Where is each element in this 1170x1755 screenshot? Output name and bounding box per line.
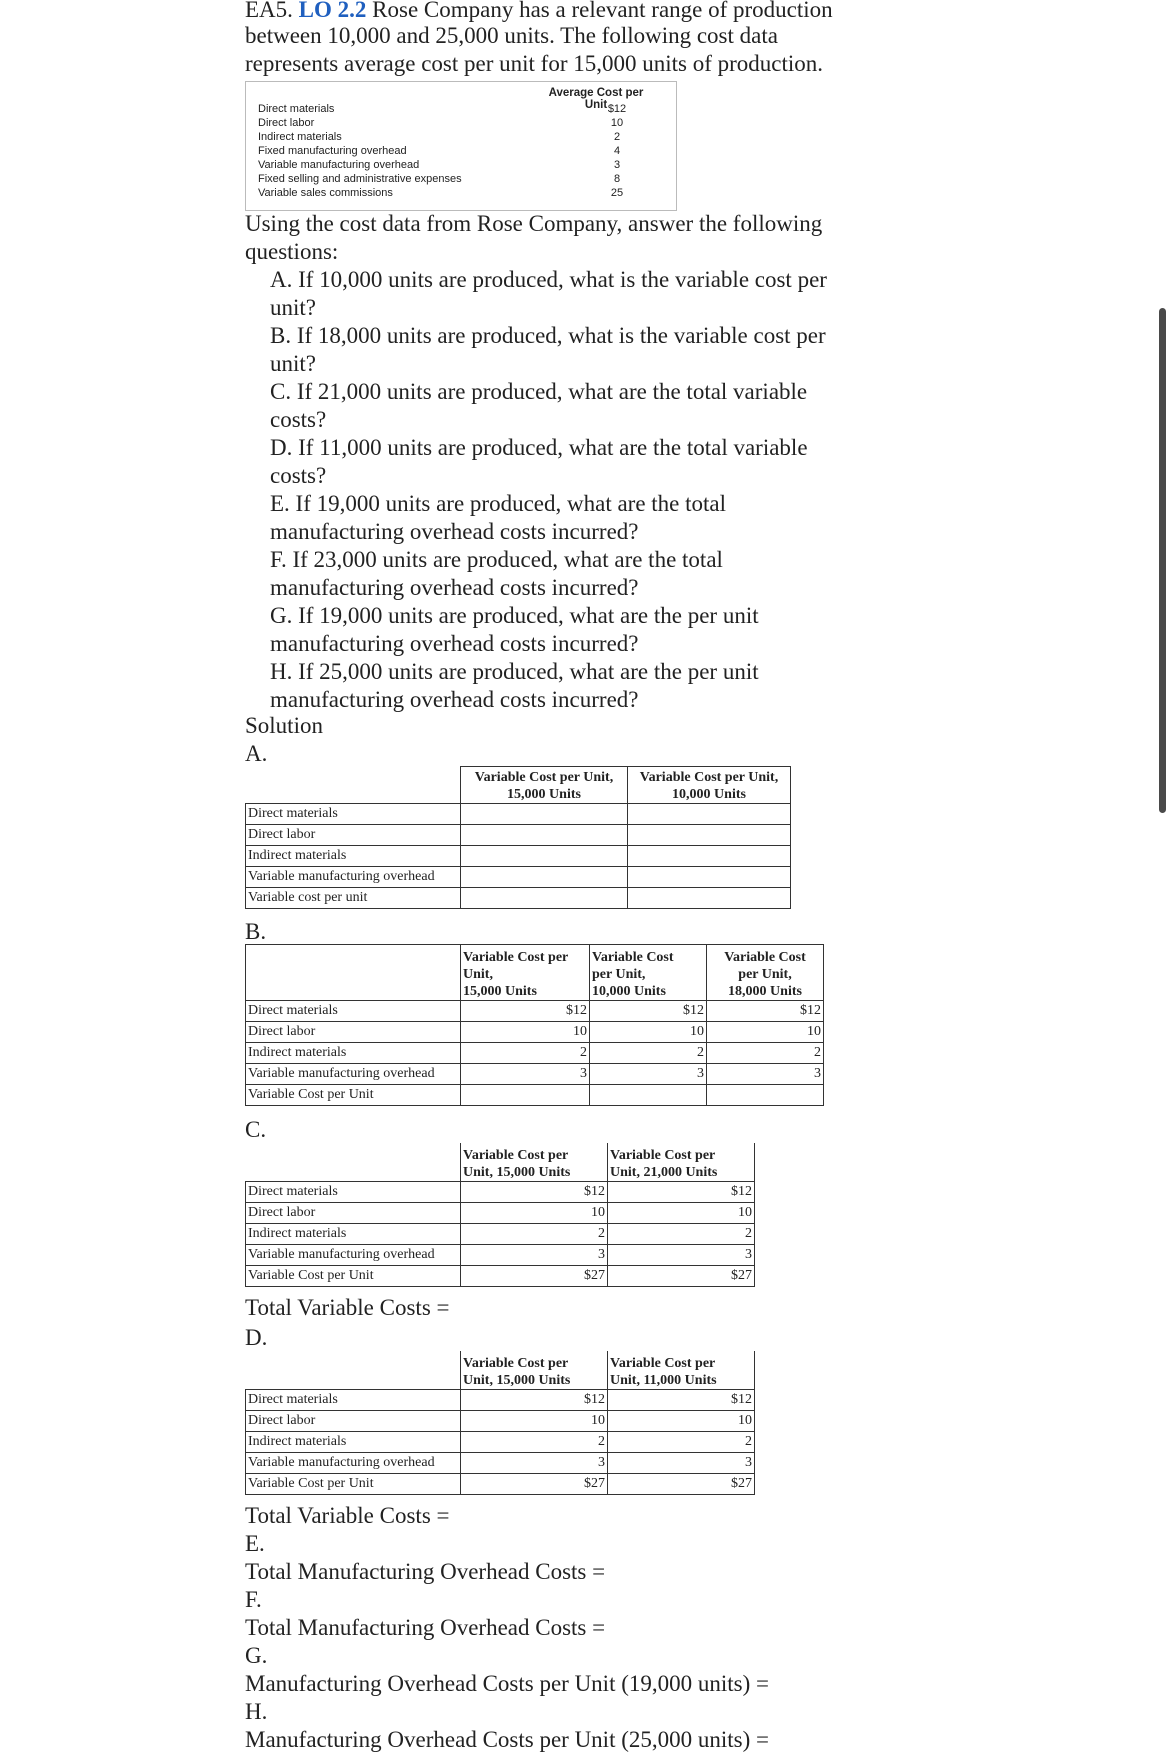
solution-g-text: Manufacturing Overhead Costs per Unit (19,000 units) = [245, 1671, 769, 1696]
cell-value: 10 [461, 1203, 608, 1224]
table-row [246, 1245, 755, 1266]
row-label: Variable Cost per Unit [246, 1266, 461, 1287]
cell-value: 10 [461, 1022, 590, 1043]
question-e: manufacturing overhead costs incurred? [270, 519, 639, 544]
table-row [246, 1390, 755, 1411]
cell-value: $12 [608, 1182, 755, 1203]
row-label: Variable Cost per Unit [246, 1474, 461, 1495]
intro-text: between 10,000 and 25,000 units. The following cost data [245, 23, 778, 48]
cost-row-label: Indirect materials [258, 131, 342, 143]
cost-row-value: 2 [613, 131, 621, 143]
table-row [246, 803, 791, 824]
column-header: Unit, 21,000 Units [610, 1165, 718, 1180]
row-label: Direct labor [246, 1022, 461, 1043]
question-e: E. If 19,000 units are produced, what are the total [270, 491, 727, 516]
cell-value: 2 [461, 1224, 608, 1245]
cost-row-value: $12 [607, 103, 627, 115]
solution-d-table [245, 1351, 755, 1495]
row-label: Direct labor [246, 824, 461, 845]
cell-value [590, 1085, 707, 1106]
question-a: unit? [270, 295, 316, 320]
row-label: Direct labor [246, 1203, 461, 1224]
vertical-scrollbar[interactable] [1159, 308, 1166, 813]
cell-value: $27 [461, 1474, 608, 1495]
cell-value: 2 [461, 1432, 608, 1453]
table-row [246, 866, 791, 887]
solution-h-text: Manufacturing Overhead Costs per Unit (25,000 units) = [245, 1727, 769, 1752]
cell-value: 3 [608, 1453, 755, 1474]
cost-row-value: 8 [613, 173, 621, 185]
row-label: Variable cost per unit [246, 887, 461, 908]
solution-e-letter: E. [245, 1531, 265, 1556]
row-label: Direct materials [246, 1390, 461, 1411]
column-header: 10,000 Units [592, 984, 666, 999]
table-row [246, 1022, 824, 1043]
table-row [246, 1203, 755, 1224]
cost-row-value: 4 [613, 145, 621, 157]
cell-value: $12 [608, 1390, 755, 1411]
row-label: Indirect materials [246, 1043, 461, 1064]
learning-objective-link[interactable]: LO 2.2 [298, 0, 367, 22]
cell-value: 2 [707, 1043, 824, 1064]
cell-value [707, 1085, 824, 1106]
question-a: A. If 10,000 units are produced, what is the variable cost per [270, 267, 827, 292]
table-row [246, 1432, 755, 1453]
column-header: Variable Cost [724, 950, 806, 965]
question-b: B. If 18,000 units are produced, what is the variable cost per [270, 323, 826, 348]
solution-a-letter: A. [245, 741, 268, 766]
total-variable-costs-c: Total Variable Costs = [245, 1295, 450, 1320]
solution-g-letter: G. [245, 1643, 268, 1668]
table-row [246, 1064, 824, 1085]
solution-b-table [245, 944, 824, 1106]
table-row [246, 1411, 755, 1432]
cost-row-label: Fixed manufacturing overhead [258, 145, 407, 157]
row-label: Variable Cost per Unit [246, 1085, 461, 1106]
column-header: Variable Cost per Unit, [474, 769, 614, 785]
row-label: Variable manufacturing overhead [246, 1064, 461, 1085]
table-row [246, 1043, 824, 1064]
question-h: manufacturing overhead costs incurred? [270, 687, 639, 712]
total-variable-costs-d: Total Variable Costs = [245, 1503, 450, 1528]
row-label: Variable manufacturing overhead [246, 1245, 461, 1266]
question-b: unit? [270, 351, 316, 376]
cell-value: $27 [608, 1266, 755, 1287]
cost-data-table [245, 81, 677, 211]
instructions-text: Using the cost data from Rose Company, answer the following [245, 211, 823, 236]
solution-c-table [245, 1143, 755, 1287]
cell-value: $12 [707, 1001, 824, 1022]
table-row [246, 1001, 824, 1022]
cell-value: 10 [590, 1022, 707, 1043]
cell-value: 10 [707, 1022, 824, 1043]
question-d: D. If 11,000 units are produced, what are the total variable [270, 435, 808, 460]
solution-b-letter: B. [245, 919, 267, 944]
question-d: costs? [270, 463, 327, 488]
row-label: Direct labor [246, 1411, 461, 1432]
column-header: Variable Cost [592, 950, 674, 965]
cost-row-value: 3 [613, 159, 621, 171]
column-header: Unit, 15,000 Units [463, 1165, 571, 1180]
row-label: Indirect materials [246, 845, 461, 866]
table-row [246, 1474, 755, 1495]
row-label: Direct materials [246, 1001, 461, 1022]
cell-value: $12 [461, 1001, 590, 1022]
cell-value: 3 [590, 1064, 707, 1085]
column-header: 15,000 Units [507, 786, 581, 802]
solution-heading: Solution [245, 713, 323, 738]
column-header: Unit, 11,000 Units [610, 1373, 717, 1388]
table-row [246, 1182, 755, 1203]
cell-value: 3 [461, 1245, 608, 1266]
row-label: Direct materials [246, 803, 461, 824]
row-label: Indirect materials [246, 1432, 461, 1453]
solution-h-letter: H. [245, 1699, 268, 1724]
row-label: Direct materials [246, 1182, 461, 1203]
column-header: Variable Cost per [463, 1148, 569, 1163]
cost-row-label: Direct materials [258, 103, 335, 115]
column-header: Variable Cost per [463, 950, 569, 965]
cost-data-header: Average Cost per Unit [548, 87, 644, 111]
cost-row-label: Direct labor [258, 117, 315, 129]
solution-c-letter: C. [245, 1117, 267, 1142]
column-header: Variable Cost per Unit, [639, 769, 779, 785]
table-row [246, 1266, 755, 1287]
cell-value: 2 [608, 1224, 755, 1245]
table-row [246, 845, 791, 866]
cell-value: $27 [608, 1474, 755, 1495]
cell-value [461, 1085, 590, 1106]
table-row [246, 1085, 824, 1106]
table-row [246, 1224, 755, 1245]
column-header: 10,000 Units [672, 786, 746, 802]
table-row [246, 887, 791, 908]
question-f: manufacturing overhead costs incurred? [270, 575, 639, 600]
row-label: Variable manufacturing overhead [246, 866, 461, 887]
problem-code: EA5. [245, 0, 293, 22]
cell-value: 2 [590, 1043, 707, 1064]
intro-text: Rose Company has a relevant range of production [372, 0, 833, 22]
cell-value: $27 [461, 1266, 608, 1287]
cell-value: $12 [461, 1390, 608, 1411]
table-row [246, 824, 791, 845]
column-header: Variable Cost per [610, 1148, 716, 1163]
cell-value: 3 [461, 1453, 608, 1474]
cost-row-label: Variable manufacturing overhead [258, 159, 420, 171]
question-c: costs? [270, 407, 327, 432]
question-f: F. If 23,000 units are produced, what are the total [270, 547, 723, 572]
problem-line-1 [245, 0, 833, 24]
intro-text: represents average cost per unit for 15,000 units of production. [245, 51, 824, 76]
column-header: per Unit, [738, 967, 792, 982]
column-header: 18,000 Units [728, 984, 802, 999]
cell-value: 3 [461, 1064, 590, 1085]
question-h: H. If 25,000 units are produced, what are the per unit [270, 659, 759, 684]
question-c: C. If 21,000 units are produced, what are the total variable [270, 379, 808, 404]
instructions-text: questions: [245, 239, 339, 264]
column-header: Unit, [463, 967, 493, 982]
cell-value: 10 [608, 1203, 755, 1224]
cell-value: 3 [707, 1064, 824, 1085]
cell-value: $12 [590, 1001, 707, 1022]
solution-f-text: Total Manufacturing Overhead Costs = [245, 1615, 606, 1640]
column-header: Unit, 15,000 Units [463, 1373, 571, 1388]
table-row [246, 1453, 755, 1474]
cell-value: 10 [608, 1411, 755, 1432]
cost-row-label: Fixed selling and administrative expenses [258, 173, 462, 185]
cell-value: 3 [608, 1245, 755, 1266]
row-label: Variable manufacturing overhead [246, 1453, 461, 1474]
question-g: G. If 19,000 units are produced, what are the per unit [270, 603, 759, 628]
cell-value: $12 [461, 1182, 608, 1203]
cell-value: 2 [461, 1043, 590, 1064]
cell-value: 2 [608, 1432, 755, 1453]
solution-e-text: Total Manufacturing Overhead Costs = [245, 1559, 606, 1584]
solution-d-letter: D. [245, 1325, 268, 1350]
column-header: 15,000 Units [463, 984, 537, 999]
cost-row-value: 10 [610, 117, 624, 129]
question-g: manufacturing overhead costs incurred? [270, 631, 639, 656]
cost-row-value: 25 [610, 187, 624, 199]
column-header: Variable Cost per [610, 1356, 716, 1371]
column-header: Variable Cost per [463, 1356, 569, 1371]
solution-f-letter: F. [245, 1587, 262, 1612]
solution-a-table [245, 766, 791, 909]
row-label: Indirect materials [246, 1224, 461, 1245]
column-header: per Unit, [592, 967, 646, 982]
cell-value: 10 [461, 1411, 608, 1432]
cost-row-label: Variable sales commissions [258, 187, 393, 199]
